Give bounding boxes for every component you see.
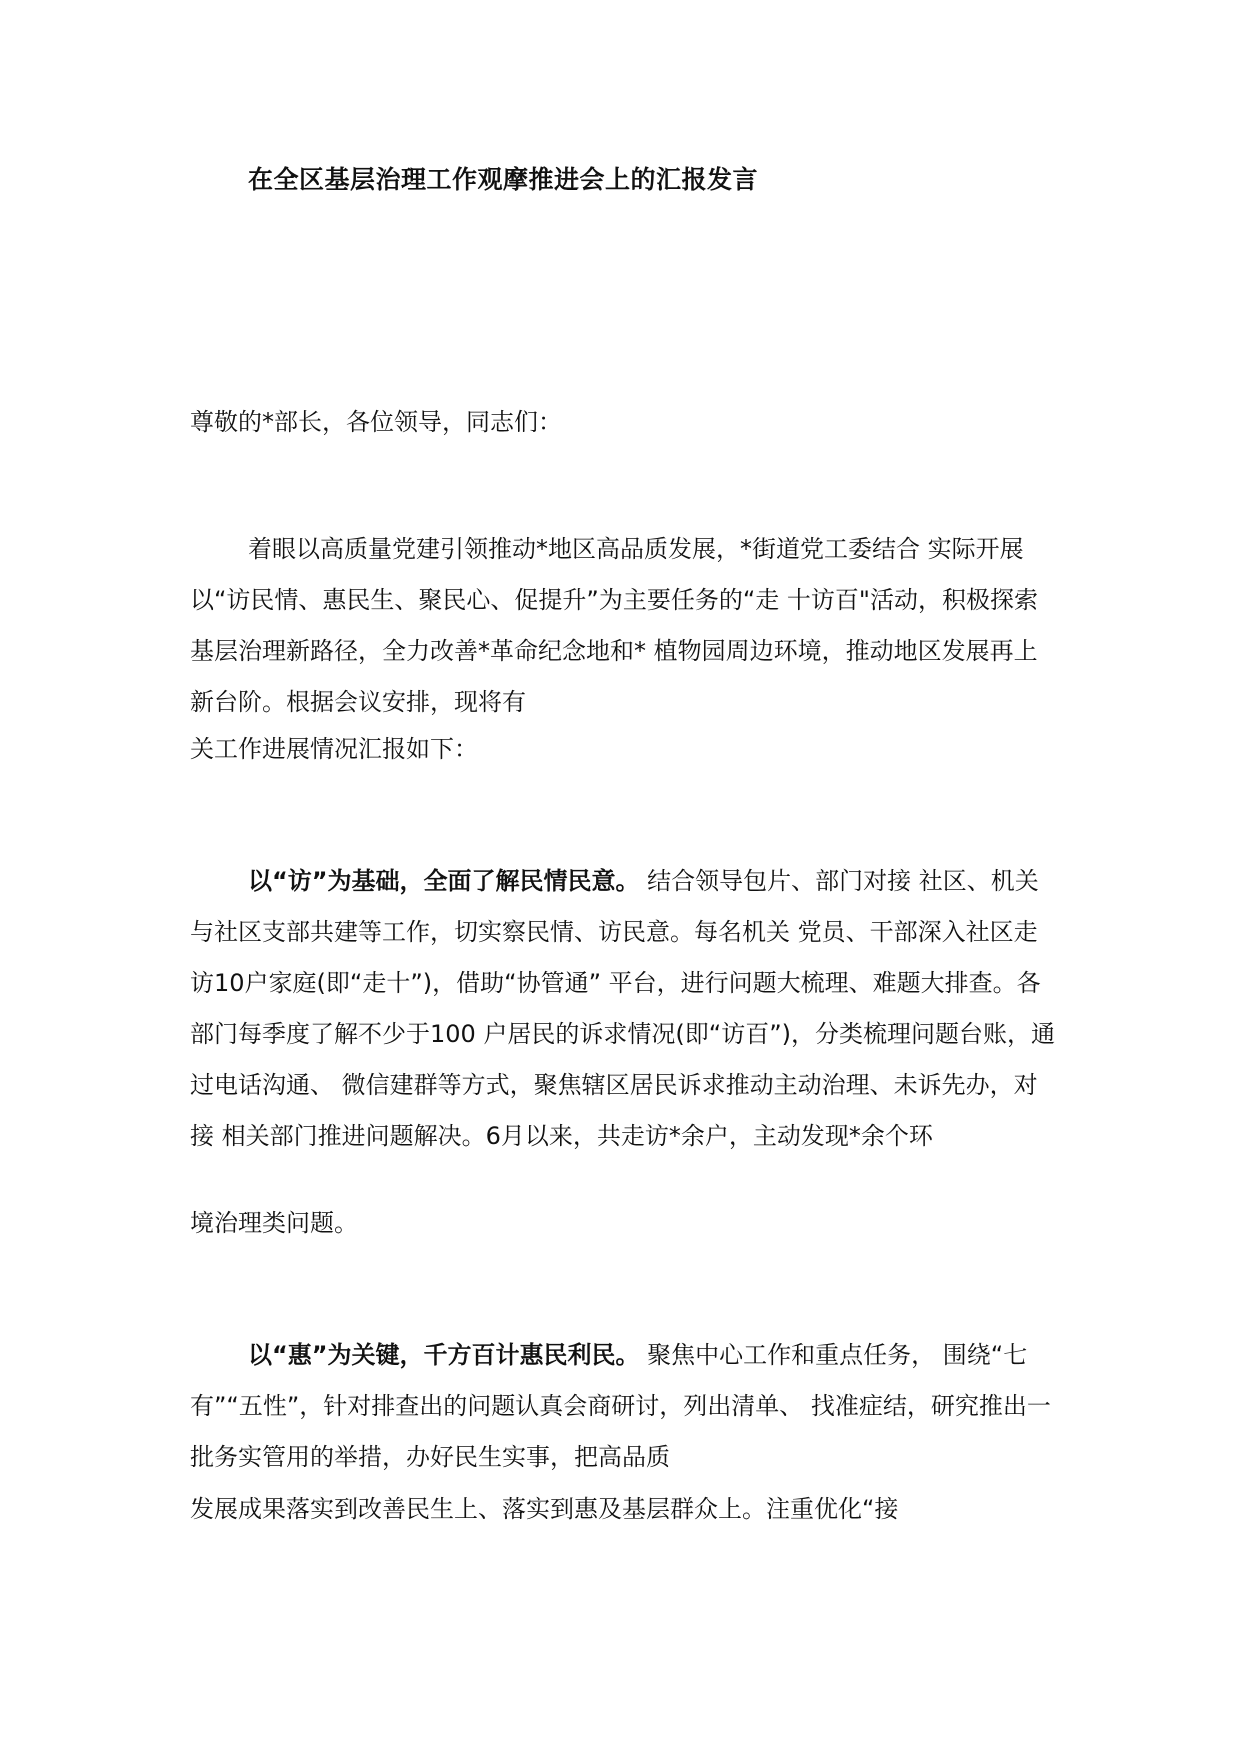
section-1-continuation: 境治理类问题。 <box>190 1209 358 1237</box>
section-1-paragraph <box>190 856 1060 1162</box>
document-title: 在全区基层治理工作观摩推进会上的汇报发言 <box>248 165 759 194</box>
section-2-continuation: 发展成果落实到改善民生上、落实到惠及基层群众上。注重优化“接 <box>190 1495 899 1523</box>
intro-continuation: 关工作进展情况汇报如下： <box>190 735 478 763</box>
section-1-text: 结合领导包片、部门对接 社区、机关与社区支部共建等工作，切实察民情、访民意。每名机关 党员、干部深入社区走访10户家庭(即“走十”)，借助“协管通” 平台，进行问题大梳理、难题大排查。各部门每季度了解不少于100 户居民的诉求情况(即“访百”)，分类梳理问题台账，通过电话沟通、 微信建群等方式，聚焦辖区居民诉求推动主动治理、未诉先办，对接 相关部门推进问题解决。6月以来，共走访*余户，主动发现*余个环 <box>190 867 1056 1150</box>
salutation: 尊敬的*部长，各位领导，同志们： <box>190 408 562 436</box>
intro-text: 着眼以高质量党建引领推动*地区高品质发展，*街道党工委结合 实际开展以“访民情、惠民生、聚民心、促提升”为主要任务的“走 十访百"活动，积极探索基层治理新路径，全力改善*革命纪念地和* 植物园周边环境，推动地区发展再上新台阶。根据会议安排，现将有 <box>190 535 1038 716</box>
section-1-heading: 以“访”为基础，全面了解民情民意。 <box>248 867 640 895</box>
intro-paragraph <box>190 524 1060 728</box>
section-2-paragraph <box>190 1330 1060 1483</box>
section-2-text: 聚焦中心工作和重点任务， 围绕“七有”“五性”，针对排查出的问题认真会商研讨，列出清单、 找准症结，研究推出一批务实管用的举措，办好民生实事，把高品质 <box>190 1341 1051 1471</box>
section-2-heading: 以“惠”为关键，千方百计惠民利民。 <box>248 1341 640 1369</box>
